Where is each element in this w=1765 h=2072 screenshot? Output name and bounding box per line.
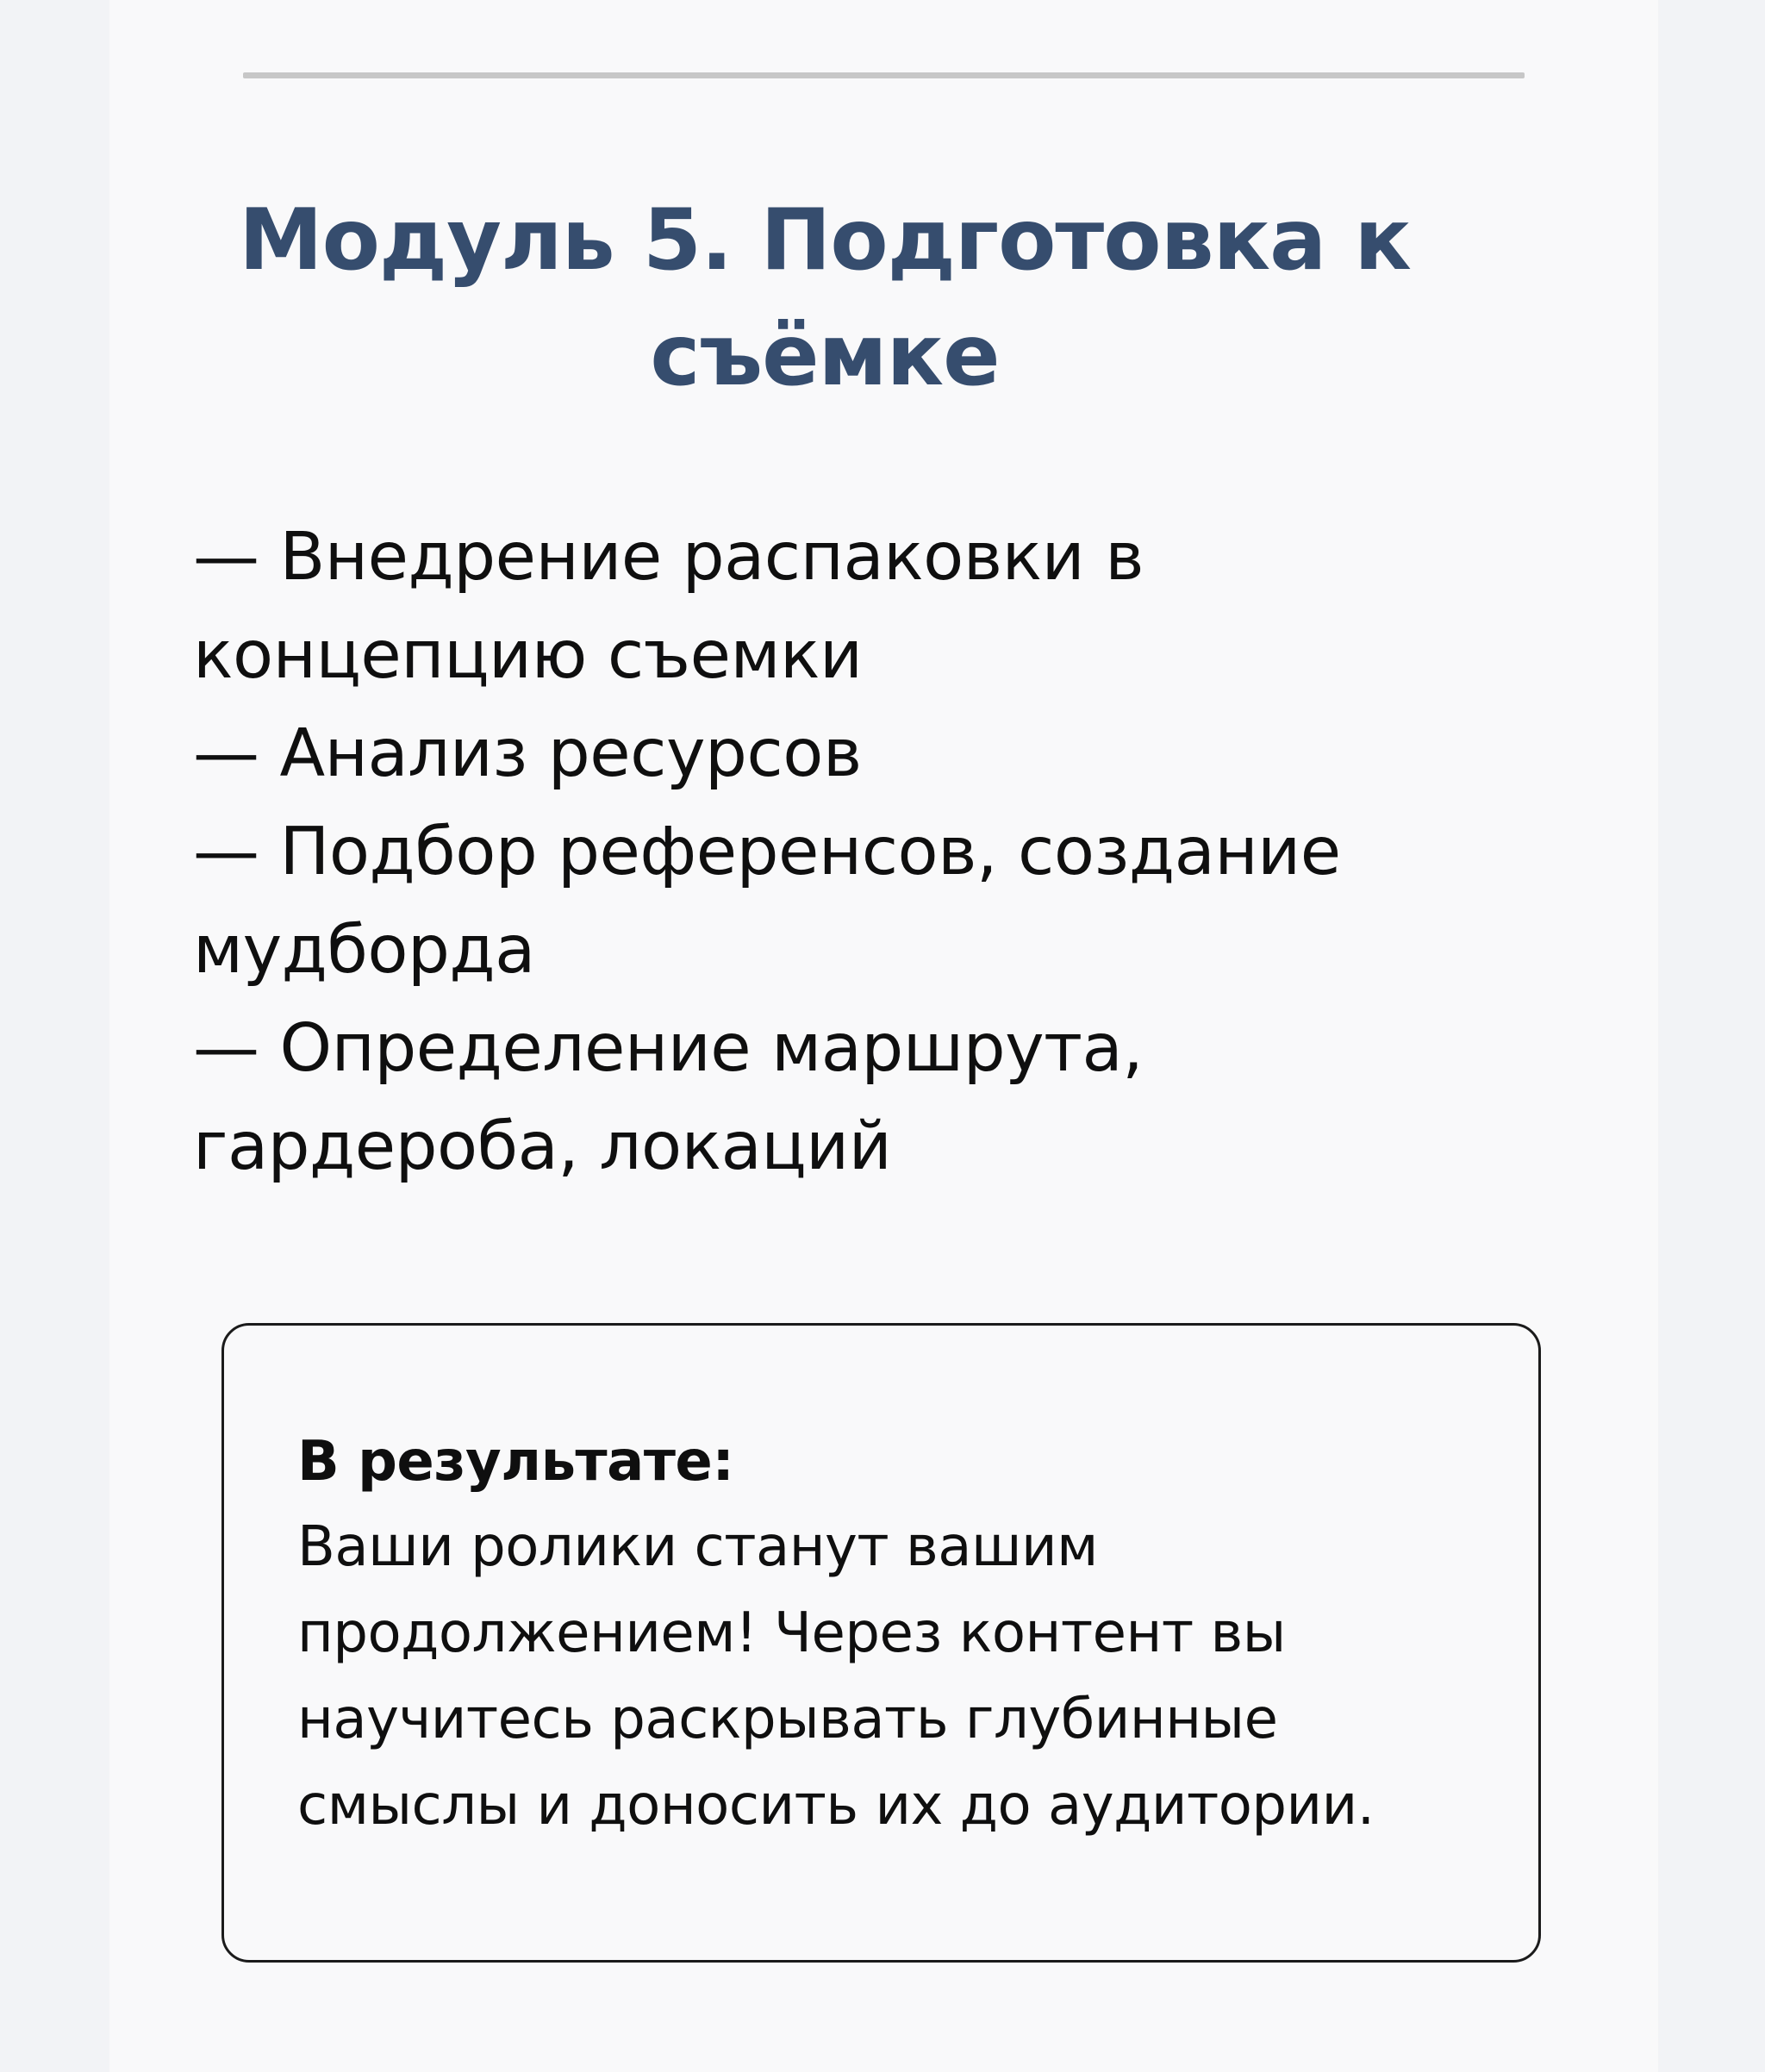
result-description xyxy=(297,1504,1521,1849)
list-item: — Определение маршрута, xyxy=(193,1010,1144,1087)
content-card xyxy=(109,0,1658,2072)
list-item: мудборда xyxy=(193,912,535,989)
result-line: продолжением! Через контент вы xyxy=(297,1601,1286,1665)
list-item: — Анализ ресурсов xyxy=(193,715,862,792)
module-topics-list xyxy=(193,509,1615,1196)
result-line: смыслы и доносить их до аудитории. xyxy=(297,1774,1375,1838)
result-heading: В результате: xyxy=(297,1430,734,1494)
list-item: концепцию съемки xyxy=(193,617,863,694)
list-item: гардероба, локаций xyxy=(193,1108,892,1185)
list-item: — Подбор референсов, создание xyxy=(193,814,1341,890)
top-divider xyxy=(243,72,1525,78)
result-box xyxy=(221,1323,1541,1963)
module-title-line-2: съёмке xyxy=(650,307,1000,405)
list-item: — Внедрение распаковки в xyxy=(193,519,1144,596)
result-line: научитесь раскрывать глубинные xyxy=(297,1688,1278,1751)
module-title xyxy=(178,183,1471,414)
result-line: Ваши ролики станут вашим xyxy=(297,1515,1098,1579)
module-title-line-1: Модуль 5. Подготовка к xyxy=(239,191,1411,290)
